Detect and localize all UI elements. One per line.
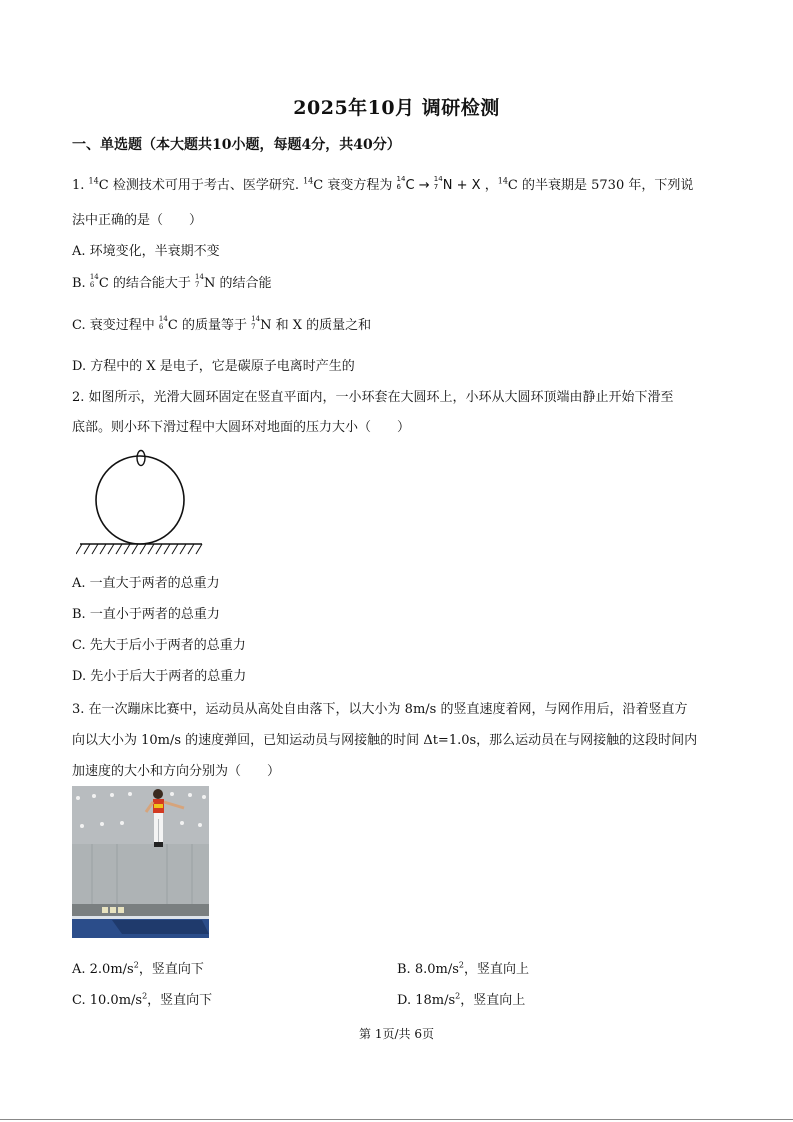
section-heading-single-choice: 一、单选题（本大题共10小题，每题4分，共40分） [72,137,401,153]
q2-stem-line1: 2. 如图所示，光滑大圆环固定在竖直平面内，一小环套在大圆环上，小环从大圆环顶端由静止开始下滑至 [72,390,674,405]
q3-option-d: D. $18m/s^2$，竖直向上 [397,991,526,1008]
q3-stem-line3: 加速度的大小和方向分别为（ ） [72,764,281,779]
q1-stem-line2: 法中正确的是（ ） [72,213,203,228]
q3-option-a: A. $2.0m/s^2$，竖直向下 [72,960,204,977]
q1-stem-line1: 1. $^{14}$C 检测技术可用于考古、医学研究. $^{14}$C 衰变方程为 14 6 C → 14 7 N + X ，$^{14}$C 的半衰期是 5730 年，下列说 [72,175,694,193]
q2-option-a: A. 一直大于两者的总重力 [72,576,220,591]
bottom-divider [0,1119,793,1120]
q2-option-d: D. 先小于后大于两者的总重力 [72,669,247,684]
page-number-footer: 第 1页/共 6页 [359,1027,434,1041]
ring-on-ground-figure [76,448,206,558]
q1-option-b: B. 14 6 C 的结合能大于 14 7 N 的结合能 [72,273,272,291]
q1-option-d: D. 方程中的 X 是电子，它是碳原子电离时产生的 [72,359,355,374]
q1-option-c: C. 衰变过程中 14 6 C 的质量等于 14 7 N 和 X 的质量之和 [72,315,372,333]
q2-stem-line2: 底部。则小环下滑过程中大圆环对地面的压力大小（ ） [72,420,411,435]
page-title: 2025年10月 调研检测 [293,97,500,119]
q3-stem-line2: 向以大小为 10m/s 的速度弹回，已知运动员与网接触的时间 Δt=1.0s，那么运动员在与网接触的这段时间内 [72,733,698,748]
q3-option-c: C. $10.0m/s^2$，竖直向下 [72,991,213,1008]
trampoline-photo [72,786,209,938]
ground-hatching [76,544,202,554]
q3-option-b: B. $8.0m/s^2$，竖直向上 [397,960,529,977]
q2-option-c: C. 先大于后小于两者的总重力 [72,638,246,653]
q3-stem-line1: 3. 在一次蹦床比赛中，运动员从高处自由落下，以大小为 8m/s 的竖直速度着网，与网作用后，沿着竖直方 [72,702,688,717]
decay-equation: 14 6 C → 14 7 N + X [396,175,481,193]
q1-option-a: A. 环境变化，半衰期不变 [72,244,220,259]
q2-option-b: B. 一直小于两者的总重力 [72,607,220,622]
small-ring [137,451,145,466]
large-ring [96,456,184,544]
